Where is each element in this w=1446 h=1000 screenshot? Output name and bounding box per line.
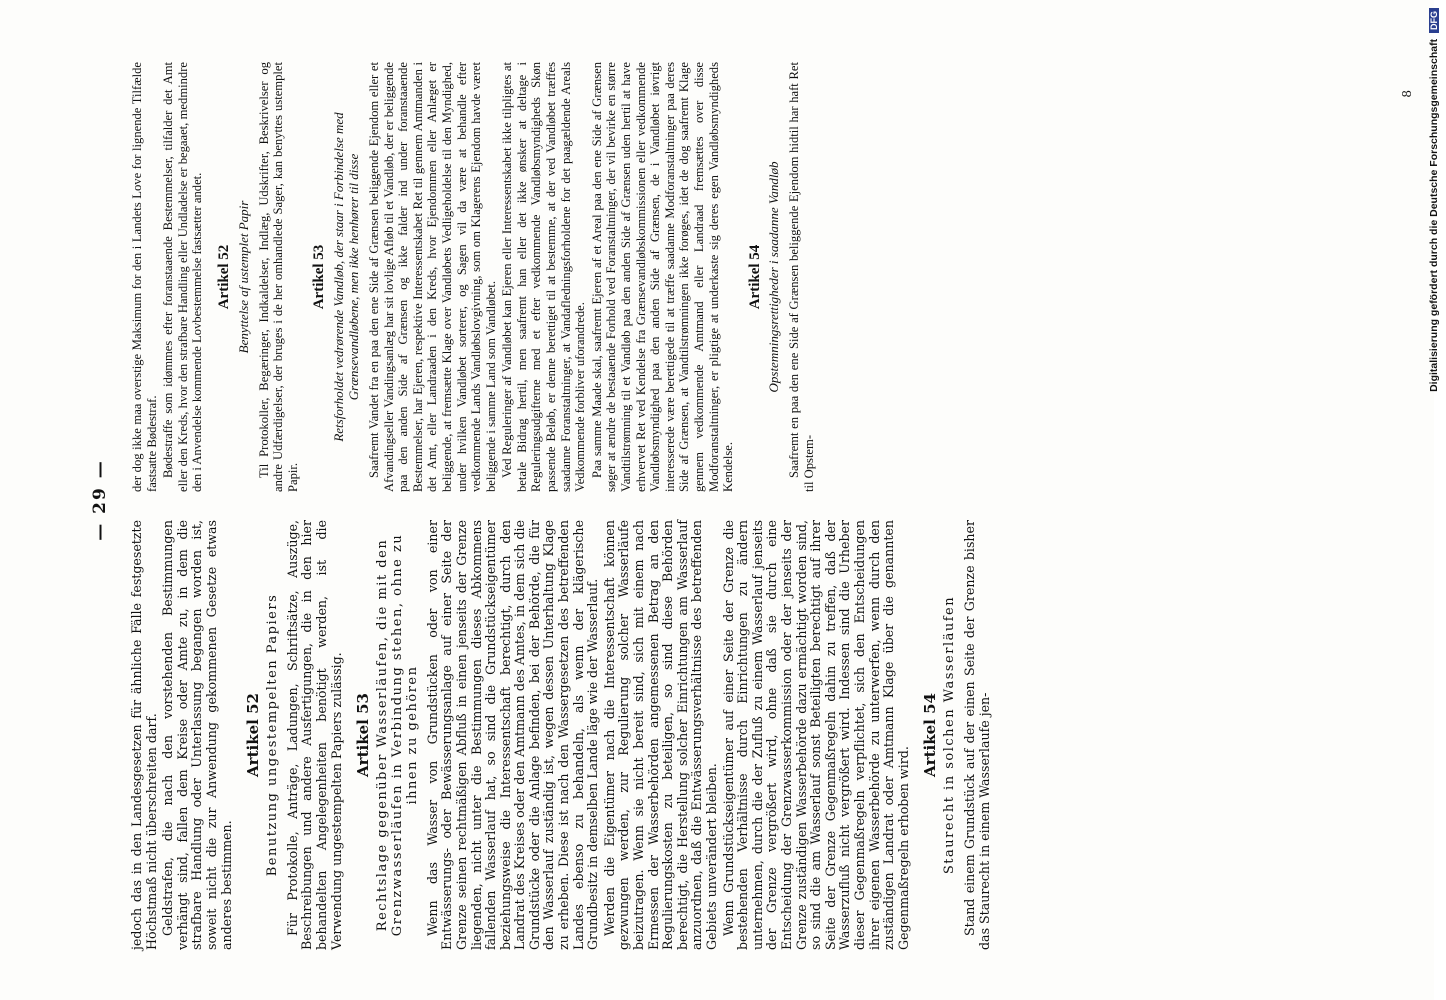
german-article-52-title: Artikel 52 <box>244 693 263 777</box>
danish-article-53-paragraph: Paa samme Maade skal, saafremt Ejeren af et Areal paa den ene Side af Grænsen søger at ændre de bestaaende Forhold ved Foranstaltninger, der vil bevirke en større Vandtilstrømning til et Vandløb paa den anden Side af Grænsen uden hertil at have erhvervet Ret ved Kendelse fra Grænsevandløbskommissionen eller vedkommende Vandløbsmyndighed paa den anden Side af Grænsen, de i Vandløbet iøvrigt interesserede være berettigede til at træffe saadanne Modforanstaltninger paa deres Side af Grænsen, at Vandtilstrømningen ikke forøges, idet de dog saafremt Klage gennem vedkommende Amtmand eller Landraad fremsættes over disse Modforanstaltninger, er pligtige at underkaste sig deres egen Vandløbsmyndigheds Kendelse. <box>589 62 736 492</box>
danish-article-52-title: Artikel 52 <box>215 244 232 310</box>
german-article-53-paragraph: Werden die Eigentümer nach die Interessentschaft können gezwungen werden, zur Regulierung solcher Wasserläufe beizutragen. Wenn sie nicht bereit sind, sich mit einem nach Ermessen der Wasserbehörden angemessenen Betrag an den Regulierungskosten zu beteiligen, so sind diese Behörden berechtigt, die Herstellung solcher Einrichtungen am Wasserlauf anzuordnen, daß die Entwässerungsverhältnisse des betreffenden Gebiets unverändert bleiben. <box>601 520 719 950</box>
german-column <box>130 520 1410 950</box>
danish-article-53-subtitle: Retsforholdet vedrørende Vandløb, der staar i Forbindelse med Grænsevandløbene, men ikke henhører til disse <box>330 112 361 442</box>
danish-article-54-paragraph: Saafremt en paa den ene Side af Grænsen beliggende Ejendom hidtil har haft Ret til Opstem- <box>787 62 816 492</box>
danish-intro-paragraph: der dog ikke maa overstige Maksimum for den i Landets Love for lignende Tilfælde fastsatte Bødestraf. <box>130 62 159 492</box>
danish-article-54-subtitle: Opstemningsrettigheder i saadanne Vandløb <box>766 161 782 393</box>
german-article-53-paragraph: Wenn Grundstückseigentümer auf einer Seite der Grenze die bestehenden Verhältnisse durch Einrichtungen zu ändern unternehmen, durch die der Zufluß zu einem Wasserlauf jenseits der Grenze vergrößert wird, ohne daß sie durch eine Entscheidung der Grenzwasserkommission oder der jenseits der Grenze zuständigen Wasserbehörde dazu ermächtigt worden sind, so sind die am Wasserlauf sonst Beteiligten berechtigt auf ihrer Seite der Grenze Gegenmaßregeln dahin zu treffen, daß der Wasserzufluß nicht vergrößert wird. Indessen sind die Urheber dieser Gegenmaßregeln verpflichtet, sich den Entscheidungen ihrer eigenen Wasserbehörde zu unterwerfen, wenn durch den zuständigen Landrat oder Amtmann Klage über die genannten Gegenmaßregeln erhoben wird. <box>720 520 911 950</box>
dfg-logo-icon: DFG <box>1429 8 1439 33</box>
danish-article-53-paragraph: Saafremt Vandet fra en paa den ene Side af Grænsen beliggende Ejendom eller et Afvandingseller Vandingsanlæg har sit lovlige Afløb til et Vandløb, der er beliggende paa den anden Side af Grænsen og ikke falder ind under foranstaaende Bestemmelser, har Ejeren, respektive Interessentskabet Ret til gennem Amtmanden i det Amt, eller Landraaden i den Kreds, hvor Ejendommen eller Anlæget er beliggende, at fremsætte Klage over Vandløbets Vedligeholdelse til den Myndighed, under hvilken Vandløbet sorterer, og Sagen vil da være at behandle efter vedkommende Lands Vandløbslovgivning, som om Klagerens Ejendom havde været beliggende i samme Land som Vandløbet. <box>366 62 498 492</box>
rotated-page-content <box>90 50 1414 950</box>
german-article-53-subtitle: Rechtslage gegenüber Wasserläufen, die mit den Grenzwasserläufen in Verbindung stehen, ohne zu ihnen zu gehören <box>374 533 420 937</box>
german-article-53-title: Artikel 53 <box>354 693 373 777</box>
german-intro-paragraph: jedoch das in den Landesgesetzen für ähnliche Fälle festgesetzte Höchstmaß nicht überschreiten darf. <box>129 520 159 950</box>
footer-signature-mark: 8 <box>1400 90 1414 98</box>
danish-article-52-paragraph: Til Protokoller, Begæringer, Indkaldelser, Indlæg, Udskrifter, Beskrivelser og andre Udfærdigelser, der bruges i de her omhandlede Sager, kan benyttes ustemplet Papir. <box>256 62 300 492</box>
danish-article-54-title: Artikel 54 <box>746 244 763 310</box>
german-article-54-title: Artikel 54 <box>921 693 940 777</box>
page-number: — 29 — <box>90 459 110 541</box>
danish-article-53-paragraph: Ved Reguleringer af Vandløbet kan Ejeren eller Interessentskabet ikke tilpligtes at betale Bidrag hertil, men saafremt han eller det ikke ønsker at deltage i Reguleringsudgifterne med et efter vedkommende Vandløbsmyndigheds Skøn passende Beløb, er denne berettiget til at bestemme, at der ved Vandløbet træffes saadanne Foranstaltninger, at Vandafledningsforholdene for det paagældende Areals Vedkommende forbliver uforandrede. <box>500 62 588 492</box>
german-article-52-subtitle: Benutzung ungestempelten Papiers <box>264 593 280 877</box>
danish-article-52-subtitle: Benyttelse af ustemplet Papir <box>235 200 251 354</box>
german-article-52-paragraph: Für Protokolle, Anträge, Ladungen, Schriftsätze, Auszüge, Beschreibungen und andere Ausfertigungen, die in den hier behandelten Angelegenheiten benötigt werden, ist die Verwendung ungestempelten Papiers zulässig. <box>284 520 344 950</box>
german-article-53-paragraph: Wenn das Wasser von Grundstücken oder von einer Entwässerungs- oder Bewässerungsanlage auf einer Seite der Grenze seinen rechtmäßigen Abfluß in einen jenseits der Grenze liegenden, nicht unter die Bestimmungen dieses Abkommens fallenden Wasserlauf hat, so sind die Grundstückseigentümer beziehungsweise die Interessentschaft berechtigt, durch den Landrat des Kreises oder den Amtmann des Amtes, in dem sich die Grundstücke oder die Anlage befinden, bei der Behörde, die für den Wasserlauf zuständig ist, wegen dessen Unterhaltung Klage zu erheben. Diese ist nach den Wassergesetzen des betreffenden Landes ebenso zu behandeln, als wenn der klägerische Grundbesitz in demselben Lande läge wie der Wasserlauf. <box>424 520 601 950</box>
danish-intro-paragraph: Bødestraffe som idømmes efter foranstaaende Bestemmelser, tilfalder det Amt eller den Kreds, hvor den strafbare Handling eller Undladelse er begaaet, medmindre den i Anvendelse kommende Lovbestemmelse fastsætter andet. <box>161 62 205 492</box>
german-article-54-paragraph: Stand einem Grundstück auf der einen Seite der Grenze bisher das Staurecht in einem Wasserlaufe jen- <box>961 520 992 950</box>
danish-article-53-title: Artikel 53 <box>311 244 328 310</box>
digitization-credit <box>1412 8 1440 993</box>
credit-text: Digitalisierung gefördert durch die Deutsche Forschungsgemeinschaft <box>1428 38 1440 392</box>
danish-column <box>130 62 1410 492</box>
german-article-54-subtitle: Staurecht in solchen Wasserläufen <box>941 595 957 875</box>
german-intro-paragraph: Geldstrafen, die nach den vorstehenden Bestimmungen verhängt sind, fallen dem Kreise oder Amte zu, in dem die strafbare Handlung oder Unterlassung begangen worden ist, soweit nicht die zur Anwendung gekommenen Gesetze etwas anderes bestimmen. <box>160 520 234 950</box>
